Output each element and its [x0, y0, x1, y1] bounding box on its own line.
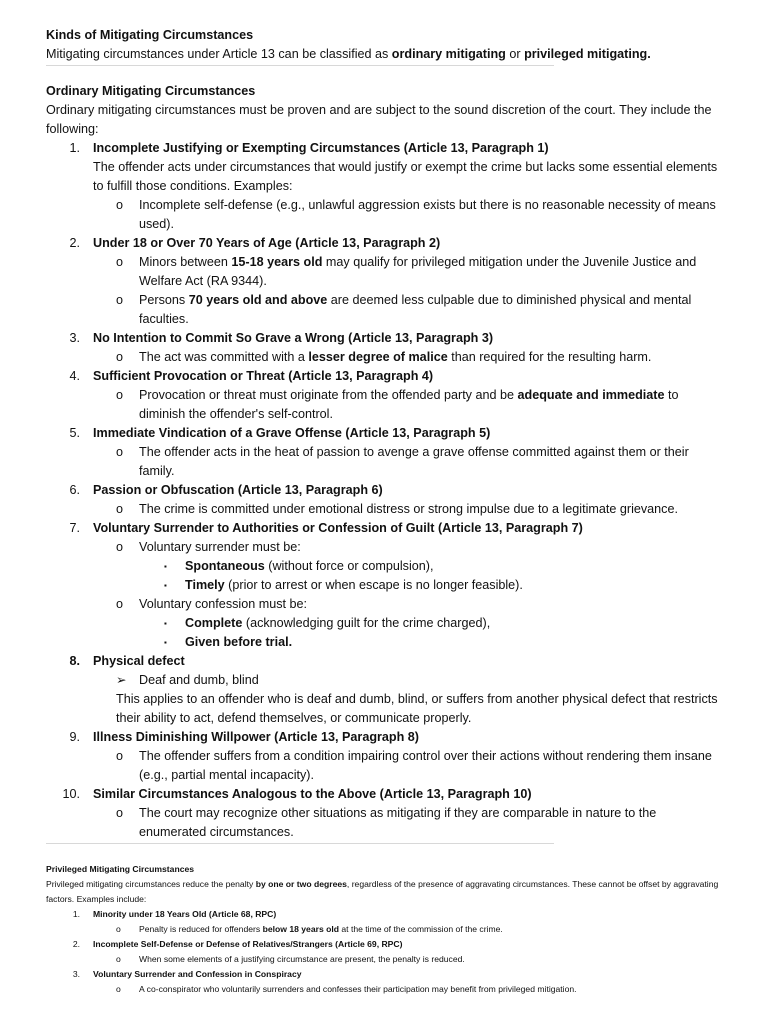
ordinary-intro: Ordinary mitigating circumstances must be proven and are subject to the sound discretion of the court. They include the following: — [46, 103, 712, 136]
list-item: 3. No Intention to Commit So Grave a Wrong (Article 13, Paragraph 3) o The act was committed with a lesser degree of malice than required for the resulting harm. — [46, 329, 726, 367]
list-item: 9. Illness Diminishing Willpower (Article 13, Paragraph 8) o The offender suffers from a condition impairing control over their actions without rendering them insane (e.g., partial mental incapacity). — [46, 728, 726, 785]
sub-item: o The offender acts in the heat of passion to avenge a grave offense committed against them or their family. — [116, 445, 689, 478]
sub-item: o Voluntary surrender must be: — [116, 540, 301, 554]
kinds-intro: Mitigating circumstances under Article 13 can be classified as ordinary mitigating or privileged mitigating. — [46, 47, 651, 61]
privileged-intro: Privileged mitigating circumstances reduce the penalty by one or two degrees, regardless of the presence of aggravating circumstances. These cannot be offset by aggravating factors. Examples include: — [46, 879, 719, 904]
sub-item: o The offender suffers from a condition impairing control over their actions without rendering them insane (e.g., partial mental incapacity). — [116, 749, 712, 782]
sub-item: o Persons 70 years old and above are deemed less culpable due to diminished physical and mental faculties. — [116, 293, 692, 326]
list-item: 1. Minority under 18 Years Old (Article 68, RPC) o Penalty is reduced for offenders below 18 years old at the time of the commission of the crime. — [46, 907, 726, 937]
document-body — [46, 26, 726, 997]
list-item: 1. Incomplete Justifying or Exempting Circumstances (Article 13, Paragraph 1) The offender acts under circumstances that would justify or exempt the crime but lacks some essential elements to fulfill those conditions. Examples: o Incomplete self-defense (e.g., unlawful aggression exists but there is no reasonable necessity of means used). — [46, 139, 726, 234]
list-item: 10. Similar Circumstances Analogous to the Above (Article 13, Paragraph 10) o The court may recognize other situations as mitigating if they are comparable in nature to the enumerated circumstances. — [46, 785, 726, 842]
bullet-item: ▪ Spontaneous (without force or compulsion), — [164, 559, 434, 573]
sub-item: o A co-conspirator who voluntarily surrenders and confesses their participation may benefit from privileged mitigation. — [116, 984, 577, 994]
list-item: 2. Incomplete Self-Defense or Defense of Relatives/Strangers (Article 69, RPC) o When some elements of a justifying circumstance are present, the penalty is reduced. — [46, 937, 726, 967]
privileged-section — [46, 862, 726, 997]
sub-item: o The crime is committed under emotional distress or strong impulse due to a legitimate grievance. — [116, 502, 678, 516]
list-item: 2. Under 18 or Over 70 Years of Age (Article 13, Paragraph 2) o Minors between 15-18 years old may qualify for privileged mitigation under the Juvenile Justice and Welfare Act (RA 9344). o Persons 70 years old and above are deemed less culpable due to diminished physical and mental faculties. — [46, 234, 726, 329]
sub-item: o The act was committed with a lesser degree of malice than required for the resulting harm. — [116, 350, 652, 364]
sub-item: o When some elements of a justifying circumstance are present, the penalty is reduced. — [116, 954, 465, 964]
bullet-item: ▪ Timely (prior to arrest or when escape is no longer feasible). — [164, 578, 523, 592]
kinds-heading: Kinds of Mitigating Circumstances — [46, 28, 254, 42]
sub-item: o Voluntary confession must be: — [116, 597, 308, 611]
list-item: 8. Physical defect ➢ Deaf and dumb, blind This applies to an offender who is deaf and dumb, blind, or suffers from another physical defect that restricts their ability to act, defend themselves, or communicate properly. — [46, 652, 726, 728]
ordinary-heading: Ordinary Mitigating Circumstances — [46, 84, 256, 98]
sub-item: o Provocation or threat must originate from the offended party and be adequate and immediate to diminish the offender's self-control. — [116, 388, 679, 421]
bullet-item: ▪ Complete (acknowledging guilt for the crime charged), — [164, 616, 491, 630]
list-item: 3. Voluntary Surrender and Confession in Conspiracy o A co-conspirator who voluntarily surrenders and confesses their participation may benefit from privileged mitigation. — [46, 967, 726, 997]
sub-item: o The court may recognize other situations as mitigating if they are comparable in nature to the enumerated circumstances. — [116, 806, 657, 839]
sub-item: o Minors between 15-18 years old may qualify for privileged mitigation under the Juvenile Justice and Welfare Act (RA 9344). — [116, 255, 697, 288]
list-item: 6. Passion or Obfuscation (Article 13, Paragraph 6) o The crime is committed under emotional distress or strong impulse due to a legitimate grievance. — [46, 481, 726, 519]
arrow-bullet-icon: ➢ — [116, 673, 127, 687]
list-item: 4. Sufficient Provocation or Threat (Article 13, Paragraph 4) o Provocation or threat must originate from the offended party and be adequate and immediate to diminish the offender's self-control. — [46, 367, 726, 424]
sub-item: o Incomplete self-defense (e.g., unlawful aggression exists but there is no reasonable necessity of means used). — [116, 198, 716, 231]
sub-item: ➢ Deaf and dumb, blind — [46, 671, 726, 690]
sub-item: o Penalty is reduced for offenders below 18 years old at the time of the commission of the crime. — [116, 924, 503, 934]
list-item: 5. Immediate Vindication of a Grave Offense (Article 13, Paragraph 5) o The offender acts in the heat of passion to avenge a grave offense committed against them or their family. — [46, 424, 726, 481]
bullet-item: ▪ Given before trial. — [164, 635, 293, 649]
list-item: 7. Voluntary Surrender to Authorities or Confession of Guilt (Article 13, Paragraph 7) o Voluntary surrender must be: ▪ Spontaneous (without force or compulsion), ▪ Timely (prior to arrest or when escape is no longer feasible). o Voluntary confession must be: ▪ Complete (acknowledging guilt for the crime charged), ▪ Given before trial. — [46, 519, 726, 652]
privileged-heading: Privileged Mitigating Circumstances — [46, 864, 195, 874]
